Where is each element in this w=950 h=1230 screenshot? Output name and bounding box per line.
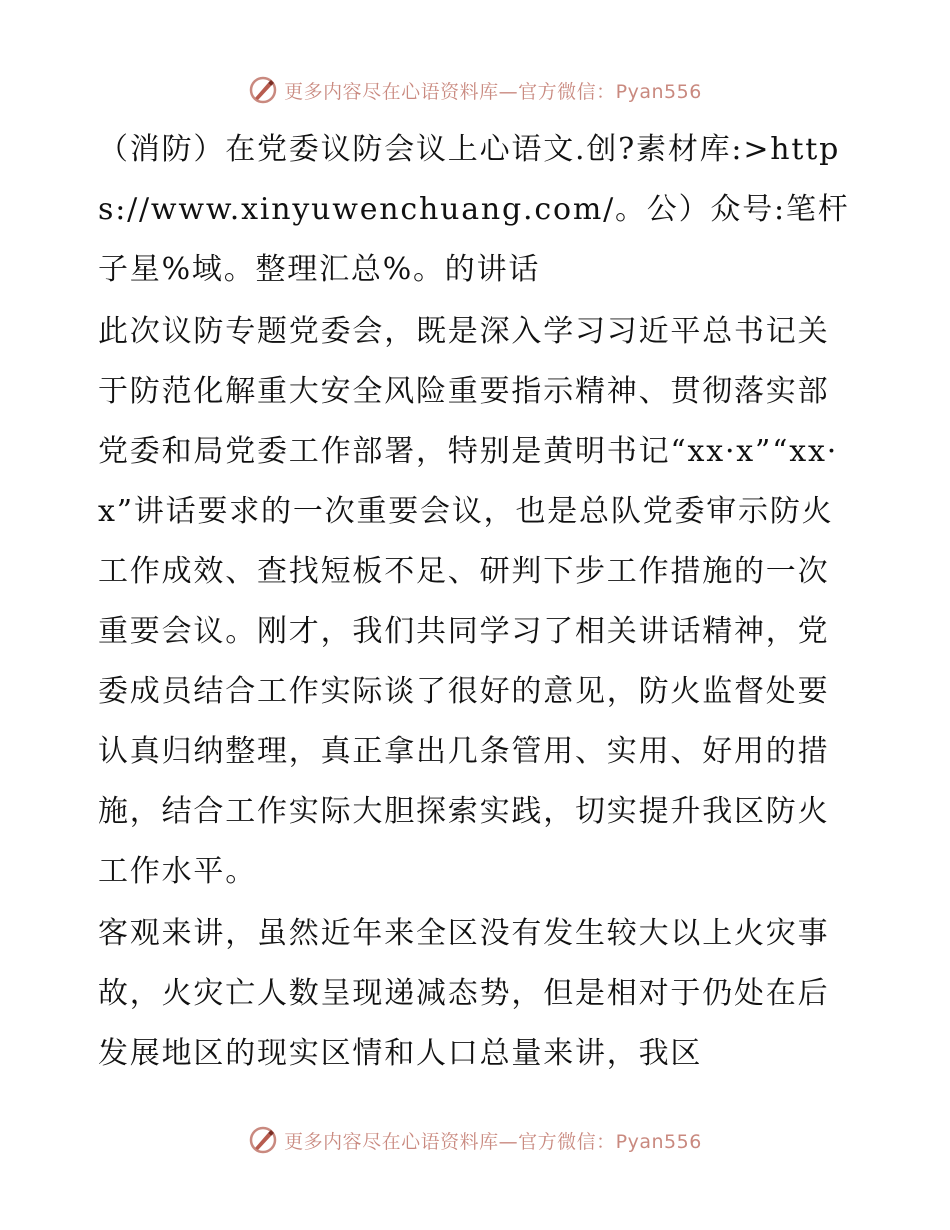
watermark-footer <box>0 1120 950 1160</box>
document-body <box>98 120 858 1084</box>
body-paragraph: 此次议防专题党委会，既是深入学习习近平总书记关于防范化解重大安全风险重要指示精神、贯彻落实部党委和局党委工作部署，特别是黄明书记“xx·x”“xx·x”讲话要求的一次重要会议，也是总队党委审示防火工作成效、查找短板不足、研判下步工作措施的一次重要会议。刚才，我们共同学习了相关讲话精神，党委成员结合工作实际谈了很好的意见，防火监督处要认真归纳整理，真正拿出几条管用、实用、好用的措施，结合工作实际大胆探索实践，切实提升我区防火工作水平。 <box>98 314 839 889</box>
watermark-header <box>0 70 950 110</box>
watermark-text: 更多内容尽在心语资料库—官方微信：Pyan556 <box>284 1130 702 1153</box>
body-paragraph: 客观来讲，虽然近年来全区没有发生较大以上火灾事故，火灾亡人数呈现递减态势，但是相对于仍处在后发展地区的现实区情和人口总量来讲，我区 <box>98 916 830 1071</box>
document-title-paragraph: （消防）在党委议防会议上心语文.创?素材库:>https://www.xinyuwenchuang.com/。公）众号:笔杆子星%域。整理汇总%。的讲话 <box>98 132 850 287</box>
watermark-text: 更多内容尽在心语资料库—官方微信：Pyan556 <box>284 80 702 103</box>
pen-logo-icon <box>248 75 278 105</box>
pen-logo-icon <box>248 1125 278 1155</box>
